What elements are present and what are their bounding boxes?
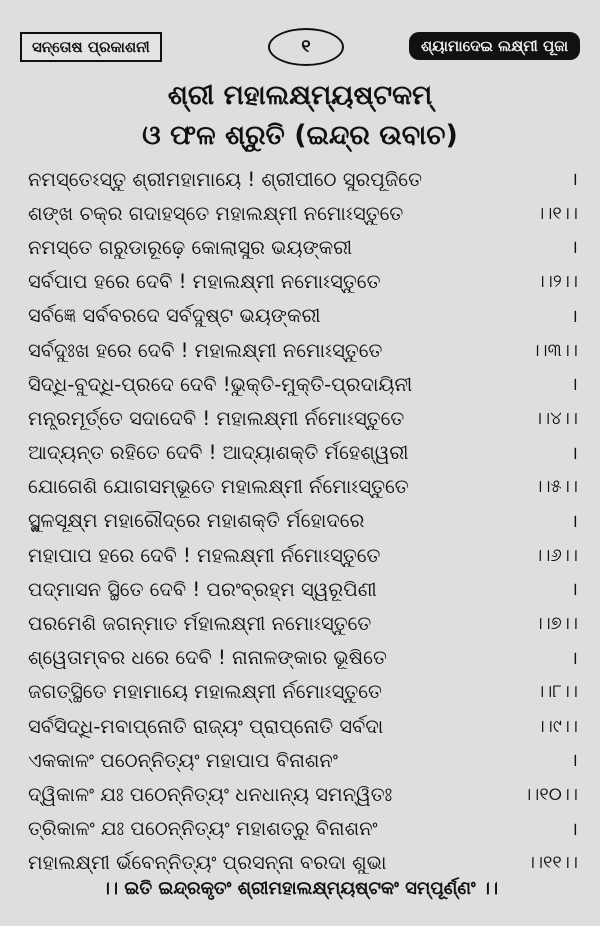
verse-number: । (571, 510, 578, 532)
verse-text: ମନ୍ତ୍ରମୂର୍ତ୍ତେ ସଦାଦେବି ! ମହାଲକ୍ଷ୍ମୀ ର୍ନମୋଽସ୍ତୁତେ (28, 406, 405, 430)
verse-line (28, 299, 578, 333)
colophon: ।। ଇତି ଇନ୍ଦ୍ରକୃତଂ ଶ୍ରୀମହାଲକ୍ଷ୍ମ୍ୟଷ୍ଟକଂ ସମ୍ପୂର୍ଣ୍ଣଂ ।। (101, 878, 499, 899)
verse-text: ନମସ୍ତେ ଗରୁଡାରୂଢ଼େ କୋଲାସୁର ଭୟଙ୍କରୀ (28, 235, 353, 259)
verse-line (28, 709, 578, 743)
verse-text: ଜଗତ୍‌ସ୍ଥିତେ ମହାମାୟେ ମହାଲକ୍ଷ୍ମୀ ର୍ନମୋଽସ୍ତୁତେ (28, 680, 382, 704)
page-title: ଶ୍ରୀ ମହାଲକ୍ଷ୍ମ୍ୟଷ୍ଟକମ୍ (167, 80, 433, 111)
verse-text: ସର୍ବପାପ ହରେ ଦେବି ! ମହାଲକ୍ଷ୍ମୀ ନମୋଽସ୍ତୁତେ (28, 270, 381, 294)
verse-line (28, 675, 578, 709)
verse-number: । (571, 647, 578, 669)
book-title-badge: ଶ୍ୟାମାଦେଇ ଲକ୍ଷ୍ମୀ ପୂଜା (409, 32, 580, 60)
verse-line (28, 401, 578, 435)
verse-line (28, 846, 578, 880)
verse-line (28, 470, 578, 504)
verse-line (28, 367, 578, 401)
verse-number: । (571, 374, 578, 396)
page-header (20, 26, 580, 70)
verse-text: ନମସ୍ତେଽସ୍ତୁ ଶ୍ରୀମହାମାୟେ ! ଶ୍ରୀପୀଠେ ସୁରପୂଜିତେ (28, 167, 422, 191)
verse-number: । (571, 237, 578, 259)
verse-line (28, 230, 578, 264)
verse-list (28, 162, 578, 880)
verse-line (28, 743, 578, 777)
verse-line (28, 606, 578, 640)
verse-line (28, 333, 578, 367)
verse-text: ଏକକାଳଂ ପଠେନ୍ନିତ୍ୟଂ ମହାପାପ ବିନାଶନଂ (28, 748, 338, 772)
verse-number: ।।୫।। (534, 476, 578, 498)
verse-text: ମହାଲକ୍ଷ୍ମୀ ର୍ଭବେନ୍ନିତ୍ୟଂ ପ୍ରସନ୍ନା ବରଦା ଶୁଭା (28, 851, 387, 875)
verse-number: ।।୩।। (531, 339, 578, 361)
verse-line (28, 436, 578, 470)
verse-text: ଯୋଗେଶି ଯୋଗସମ୍ଭୂତେ ମହାଲକ୍ଷ୍ମୀ ର୍ନମୋଽସ୍ତୁତେ (28, 475, 409, 499)
publisher-name: ସନ୍ତୋଷ ପ୍ରକାଶନୀ (20, 32, 162, 62)
verse-number: । (571, 750, 578, 772)
verse-number: ।।୧୧।। (526, 852, 578, 874)
verse-line (28, 572, 578, 606)
page-subtitle: ଓ ଫଳ ଶ୍ରୁତି (ଇନ୍ଦ୍ର ଉବାଚ) (142, 120, 458, 151)
verse-line (28, 812, 578, 846)
verse-text: ପରମେଶି ଜଗନ୍ମାତ ର୍ମହାଲକ୍ଷ୍ମୀ ନମୋଽସ୍ତୁତେ (28, 612, 372, 636)
verse-line (28, 162, 578, 196)
verse-number: ।।୪।। (534, 407, 578, 429)
verse-line (28, 641, 578, 675)
verse-number: ।।୯।। (536, 715, 578, 737)
verse-number: । (571, 169, 578, 191)
verse-text: ମହାପାପ ହରେ ଦେବି ! ମହଲକ୍ଷ୍ମୀ ର୍ନମୋଽସ୍ତୁତେ (28, 543, 381, 567)
verse-text: ଶ୍ୱେତାମ୍ବର ଧରେ ଦେବି ! ନାନାଳଙ୍କାର ଭୂଷିତେ (28, 646, 387, 670)
verse-text: ଆଦ୍ୟନ୍ତ ରହିତେ ଦେବି ! ଆଦ୍ୟାଶକ୍ତି ର୍ମହେଶ୍ୱରୀ (28, 441, 409, 465)
verse-number: ।।୧୦।। (523, 783, 578, 805)
verse-line (28, 504, 578, 538)
verse-text: ସର୍ବସିଦ୍ଧି-ମବାପ୍ନୋତି ରାଜ୍ୟଂ ପ୍ରାପ୍ନୋତି ସର୍ବଦା (28, 714, 384, 738)
verse-number: । (571, 305, 578, 327)
verse-text: ସର୍ବଦୁଃଖ ହରେ ଦେବି ! ମହାଲକ୍ଷ୍ମୀ ନମୋଽସ୍ତୁତେ (28, 338, 383, 362)
verse-number: ।।୧।। (536, 202, 578, 224)
verse-text: ତ୍ରିକାଳଂ ଯଃ ପଠେନ୍ନିତ୍ୟଂ ମହାଶତ୍ରୁ ବିନାଶନଂ (28, 817, 378, 841)
verse-number: ।।୨।। (536, 271, 578, 293)
verse-text: ସିଦ୍ଧି-ବୁଦ୍ଧି-ପ୍ରଦେ ଦେବି !ଭୁକ୍ତି-ମୁକ୍ତି-ପ୍ରଦାୟିନୀ (28, 372, 413, 396)
verse-number: ।।୮।। (536, 681, 578, 703)
verse-line (28, 265, 578, 299)
verse-number: । (571, 818, 578, 840)
page-number: ୧ (268, 28, 344, 66)
verse-number: ।।୭।। (534, 613, 578, 635)
verse-text: ସ୍ଥୁଳସୂକ୍ଷ୍ମ ମହାରୌଦ୍ରେ ମହାଶକ୍ତି ର୍ମହୋଦରେ (28, 509, 365, 533)
verse-line (28, 196, 578, 230)
verse-text: ପଦ୍ମାସନ ସ୍ଥିତେ ଦେବି ! ପରଂବ୍ରହ୍ମ ସ୍ୱରୂପିଣୀ (28, 577, 377, 601)
verse-number: । (571, 579, 578, 601)
verse-number: । (571, 442, 578, 464)
verse-line (28, 538, 578, 572)
verse-text: ସର୍ବଜ୍ଞେ ସର୍ବବରଦେ ସର୍ବଦୁଷ୍ଟ ଭୟଙ୍କରୀ (28, 304, 321, 328)
verse-number: ।।୬।। (534, 544, 578, 566)
verse-line (28, 777, 578, 811)
verse-text: ଦ୍ୱିକାଳଂ ଯଃ ପଠେନ୍ନିତ୍ୟଂ ଧନଧାନ୍ୟ ସମନ୍ୱିତଃ (28, 782, 393, 806)
verse-text: ଶଙ୍ଖ ଚକ୍ର ଗଦାହସ୍ତେ ମହାଲକ୍ଷ୍ମୀ ନମୋଽସ୍ତୁତେ (28, 201, 404, 225)
